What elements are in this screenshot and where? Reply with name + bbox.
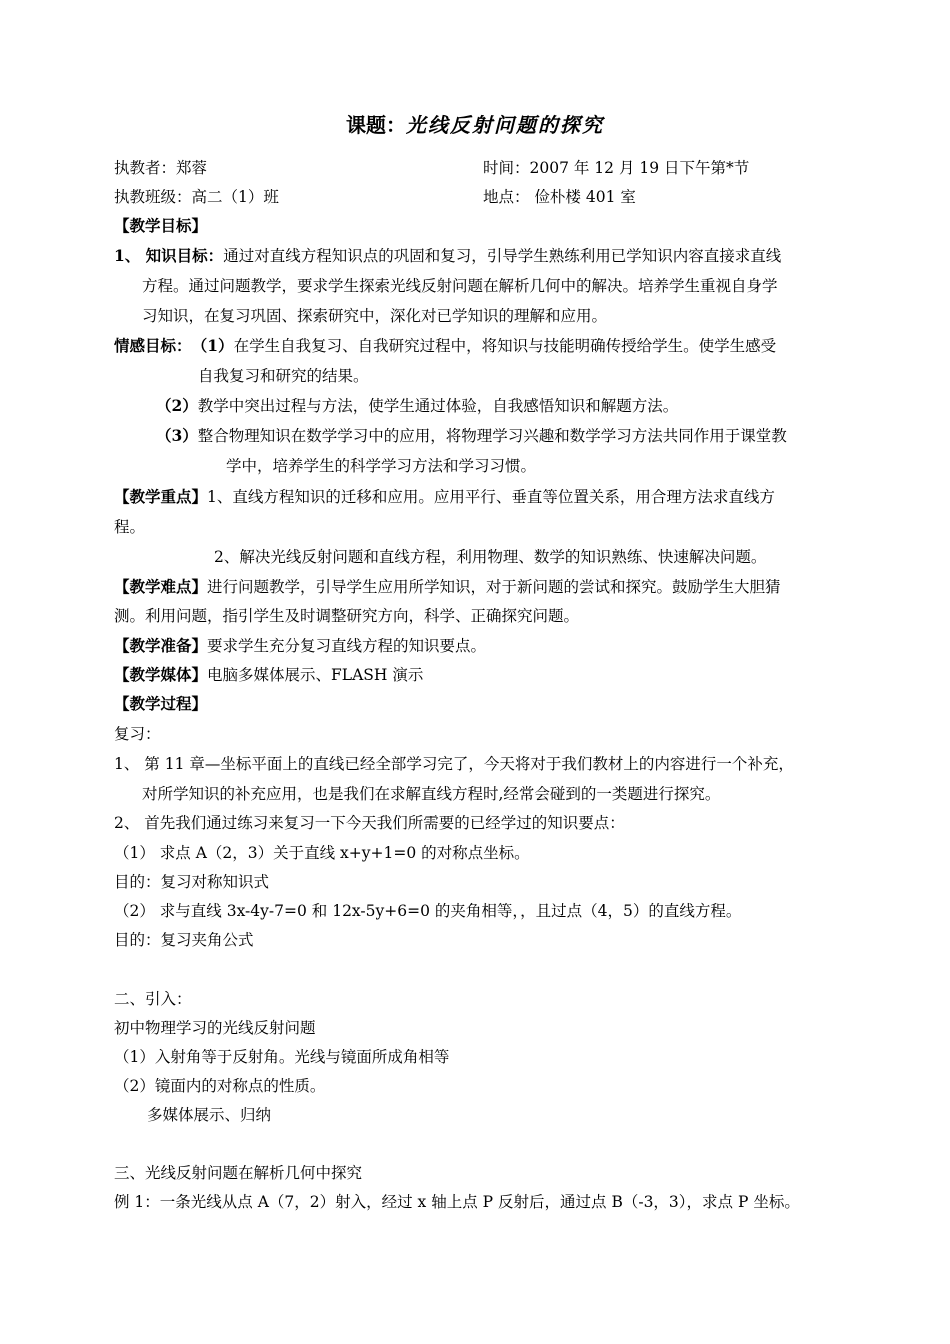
knowledge-goal-line1 — [114, 246, 781, 266]
difficulties-text1: 进行问题教学，引导学生应用所学知识，对于新问题的尝试和探究。鼓励学生大胆猜 — [207, 578, 781, 596]
intro-line3: （2）镜面内的对称点的性质。 — [114, 1077, 326, 1095]
knowledge-goal-line3: 习知识，在复习巩固、探索研究中，深化对已学知识的理解和应用。 — [142, 307, 608, 325]
emotion-goal-line1 — [114, 336, 776, 356]
review-item1-line2: 对所学知识的补充应用，也是我们在求解直线方程时,经常会碰到的一类题进行探究。 — [142, 785, 721, 803]
title-prefix: 课题： — [346, 113, 406, 137]
emotion-goal-line2 — [156, 396, 678, 416]
lesson-title — [0, 112, 950, 138]
media-text: 电脑多媒体展示、FLASH 演示 — [207, 666, 424, 684]
knowledge-goal-line2: 方程。通过问题教学，要求学生探索光线反射问题在解析几何中的解决。培养学生重视自身学 — [142, 277, 778, 295]
preparation-line — [114, 636, 486, 656]
emotion-goal-text1: 在学生自我复习、自我研究过程中，将知识与技能明确传授给学生。使学生感受 — [233, 337, 777, 355]
time-line: 时间：2007 年 12 月 19 日下午第*节 — [483, 159, 750, 177]
review-item2: 2、 首先我们通过练习来复习一下今天我们所需要的已经学过的知识要点： — [114, 814, 625, 832]
emotion-goal-num2: （2） — [156, 396, 198, 415]
key-points-line3: 2、解决光线反射问题和直线方程，利用物理、数学的知识熟练、快速解决问题。 — [214, 548, 767, 566]
emotion-goal-num1: （1） — [199, 336, 234, 355]
difficulties-line1 — [114, 577, 781, 597]
key-points-line2: 程。 — [114, 518, 146, 536]
exercise1: （1） 求点 A（2，3）关于直线 x+y+1=0 的对称点坐标。 — [114, 844, 530, 862]
key-points-heading: 【教学重点】 — [114, 487, 208, 506]
emotion-goal-num3: （3） — [156, 426, 198, 445]
intro-line1: 初中物理学习的光线反射问题 — [114, 1019, 316, 1037]
emotion-goal-line3b: 学中，培养学生的科学学习方法和学习习惯。 — [226, 457, 537, 475]
media-heading: 【教学媒体】 — [114, 665, 208, 684]
emotion-goal-line1b: 自我复习和研究的结果。 — [198, 367, 369, 385]
intro-line4: 多媒体展示、归纳 — [147, 1106, 272, 1124]
knowledge-goal-text1: 通过对直线方程知识点的巩固和复习，引导学生熟练利用已学知识内容直接求直线 — [223, 247, 782, 265]
difficulties-line2: 测。利用问题，指引学生及时调整研究方向，科学、正确探究问题。 — [114, 607, 580, 625]
emotion-goal-text3: 整合物理知识在数学学习中的应用，将物理学习兴趣和数学学习方法共同作用于课堂教 — [197, 427, 787, 445]
media-line — [114, 665, 423, 685]
preparation-heading: 【教学准备】 — [114, 636, 208, 655]
review-label: 复习： — [114, 725, 161, 743]
example1: 例 1：一条光线从点 A（7，2）射入，经过 x 轴上点 P 反射后，通过点 B（-3，3），求点 P 坐标。 — [114, 1193, 800, 1211]
exercise1-goal: 目的：复习对称知识式 — [114, 873, 270, 891]
emotion-goal-line3 — [156, 426, 787, 446]
knowledge-goal-label: 1、 知识目标： — [114, 246, 224, 265]
section3-heading: 三、光线反射问题在解析几何中探究 — [114, 1164, 363, 1182]
key-points-text1: 1、直线方程知识的迁移和应用。应用平行、垂直等位置关系，用合理方法求直线方 — [207, 488, 775, 506]
class-line: 执教班级：高二（1）班 — [114, 188, 279, 206]
intro-heading: 二、引入： — [114, 990, 192, 1008]
objectives-heading: 【教学目标】 — [114, 216, 208, 235]
process-heading: 【教学过程】 — [114, 694, 208, 713]
difficulties-heading: 【教学难点】 — [114, 577, 208, 596]
emotion-goal-label: 情感目标： — [114, 336, 192, 355]
exercise2-goal: 目的：复习夹角公式 — [114, 931, 254, 949]
teacher-line: 执教者：郑蓉 — [114, 159, 208, 177]
title-main: 光线反射问题的探究 — [406, 113, 604, 137]
exercise2: （2） 求与直线 3x-4y-7=0 和 12x-5y+6=0 的夹角相等，，且过点（4，5）的直线方程。 — [114, 902, 742, 920]
intro-line2: （1）入射角等于反射角。光线与镜面所成角相等 — [114, 1048, 450, 1066]
emotion-goal-text2: 教学中突出过程与方法，使学生通过体验，自我感悟知识和解题方法。 — [197, 397, 679, 415]
place-line: 地点： 俭朴楼 401 室 — [483, 188, 636, 206]
key-points-line1 — [114, 487, 775, 507]
review-item1-line1: 1、 第 11 章—坐标平面上的直线已经全部学习完了，今天将对于我们教材上的内容进行一个补充， — [114, 755, 794, 773]
preparation-text: 要求学生充分复习直线方程的知识要点。 — [207, 637, 487, 655]
